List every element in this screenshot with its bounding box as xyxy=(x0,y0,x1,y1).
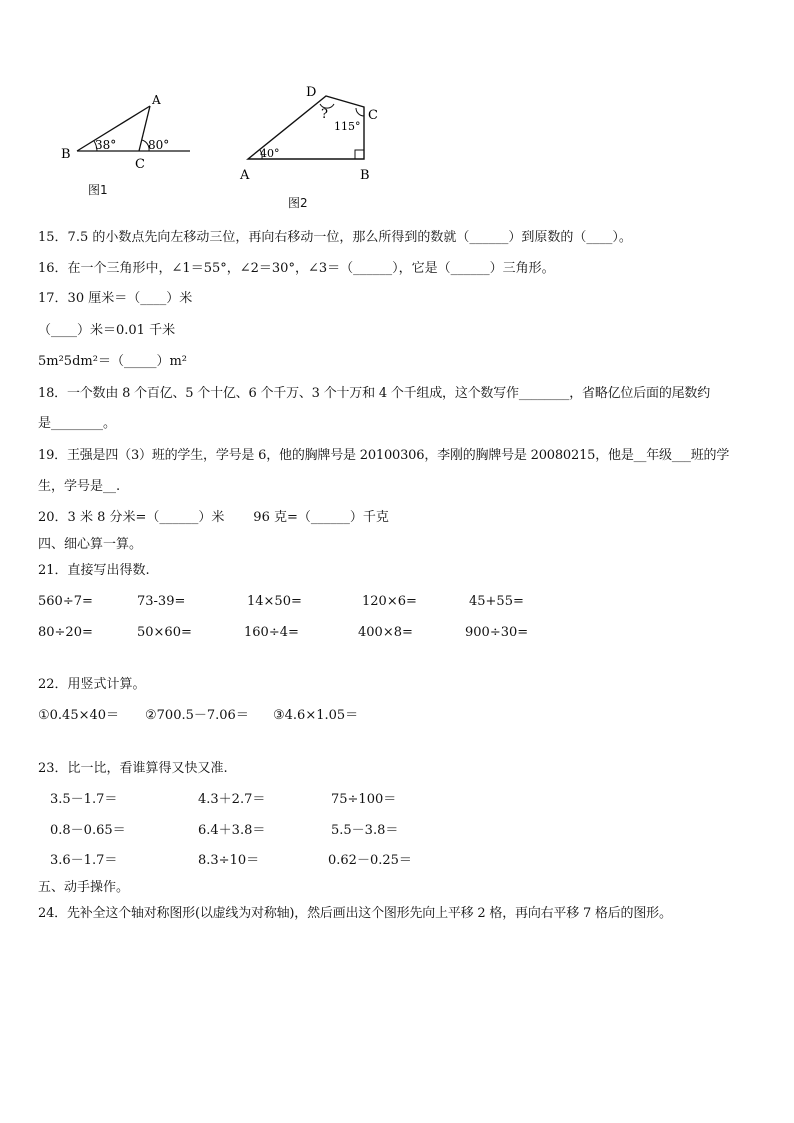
q22-item: ③4.6×1.05＝ xyxy=(273,708,359,723)
q23-item: 3.5－1.7＝ xyxy=(50,792,118,807)
figure-2-caption: 图2 xyxy=(288,196,308,210)
q21-item: 14×50= xyxy=(247,594,302,609)
fig2-angle-40: 40° xyxy=(260,147,280,160)
fig2-label-D: D xyxy=(306,85,317,100)
q23-item: 0.62－0.25＝ xyxy=(328,853,412,868)
q22-item: ①0.45×40＝ xyxy=(38,708,120,723)
question-17-part-3: 5m²5dm²＝（_____）m² xyxy=(38,354,187,369)
fig2-label-A: A xyxy=(240,168,250,182)
question-21: 21．直接写出得数. xyxy=(38,563,150,578)
q22-item: ②700.5－7.06＝ xyxy=(145,708,249,723)
fig2-label-C: C xyxy=(368,108,378,123)
question-20: 20．3 米 8 分米=（______）米 96 克=（______）千克 xyxy=(38,510,389,525)
q23-item: 3.6－1.7＝ xyxy=(50,853,118,868)
fig1-label-C: C xyxy=(135,157,145,168)
q21-item: 900÷30= xyxy=(465,625,529,640)
question-18-line-2: 是________。 xyxy=(38,416,117,431)
fig1-angle-80: 80° xyxy=(148,138,170,152)
q23-item: 6.4＋3.8＝ xyxy=(198,823,266,838)
q21-item: 400×8= xyxy=(358,625,413,640)
q21-item: 45+55= xyxy=(469,594,524,609)
q21-item: 80÷20= xyxy=(38,625,93,640)
fig2-unknown-angle: ? xyxy=(321,107,328,122)
question-15: 15．7.5 的小数点先向左移动三位，再向右移动一位，那么所得到的数就（______）到原数的（____）。 xyxy=(38,230,632,245)
quadrilateral-figure-2 xyxy=(238,82,388,182)
section-4-heading: 四、细心算一算。 xyxy=(38,537,143,552)
question-17-part-2: （____）米＝0.01 千米 xyxy=(38,323,176,338)
question-24: 24．先补全这个轴对称图形(以虚线为对称轴)，然后画出这个图形先向上平移 2 格，再向右平移 7 格后的图形。 xyxy=(38,906,672,921)
q23-item: 8.3÷10＝ xyxy=(198,853,260,868)
fig2-label-B: B xyxy=(360,168,370,182)
q21-item: 120×6= xyxy=(362,594,417,609)
question-18-line-1: 18．一个数由 8 个百亿、5 个十亿、6 个千万、3 个十万和 4 个千组成，这个数写作________，省略亿位后面的尾数约 xyxy=(38,386,711,401)
question-19-line-1: 19．王强是四（3）班的学生，学号是 6，他的胸牌号是 20100306，李刚的胸牌号是 20080215，他是__年级___班的学 xyxy=(38,448,730,463)
fig1-label-A: A xyxy=(152,93,161,107)
q21-item: 160÷4= xyxy=(244,625,299,640)
question-22: 22．用竖式计算。 xyxy=(38,677,146,692)
fig1-label-B: B xyxy=(61,147,71,162)
figure-1-caption: 图1 xyxy=(88,183,108,197)
question-16: 16．在一个三角形中，∠1＝55°，∠2＝30°，∠3＝（______），它是（______）三角形。 xyxy=(38,261,555,276)
question-19-line-2: 生，学号是__. xyxy=(38,479,121,494)
question-17-part-1: 17．30 厘米＝（____）米 xyxy=(38,291,193,306)
fig1-angle-38: 38° xyxy=(95,138,117,152)
q21-item: 560÷7= xyxy=(38,594,93,609)
q23-item: 4.3＋2.7＝ xyxy=(198,792,266,807)
q23-item: 75÷100＝ xyxy=(331,792,397,807)
q23-item: 0.8－0.65＝ xyxy=(50,823,126,838)
q21-item: 73-39= xyxy=(137,594,186,609)
q21-item: 50×60= xyxy=(137,625,192,640)
section-5-heading: 五、动手操作。 xyxy=(38,880,130,895)
triangle-figure-1 xyxy=(55,88,200,168)
question-23: 23．比一比，看谁算得又快又准. xyxy=(38,761,228,776)
fig2-angle-115: 115° xyxy=(334,120,361,133)
q23-item: 5.5－3.8＝ xyxy=(331,823,399,838)
